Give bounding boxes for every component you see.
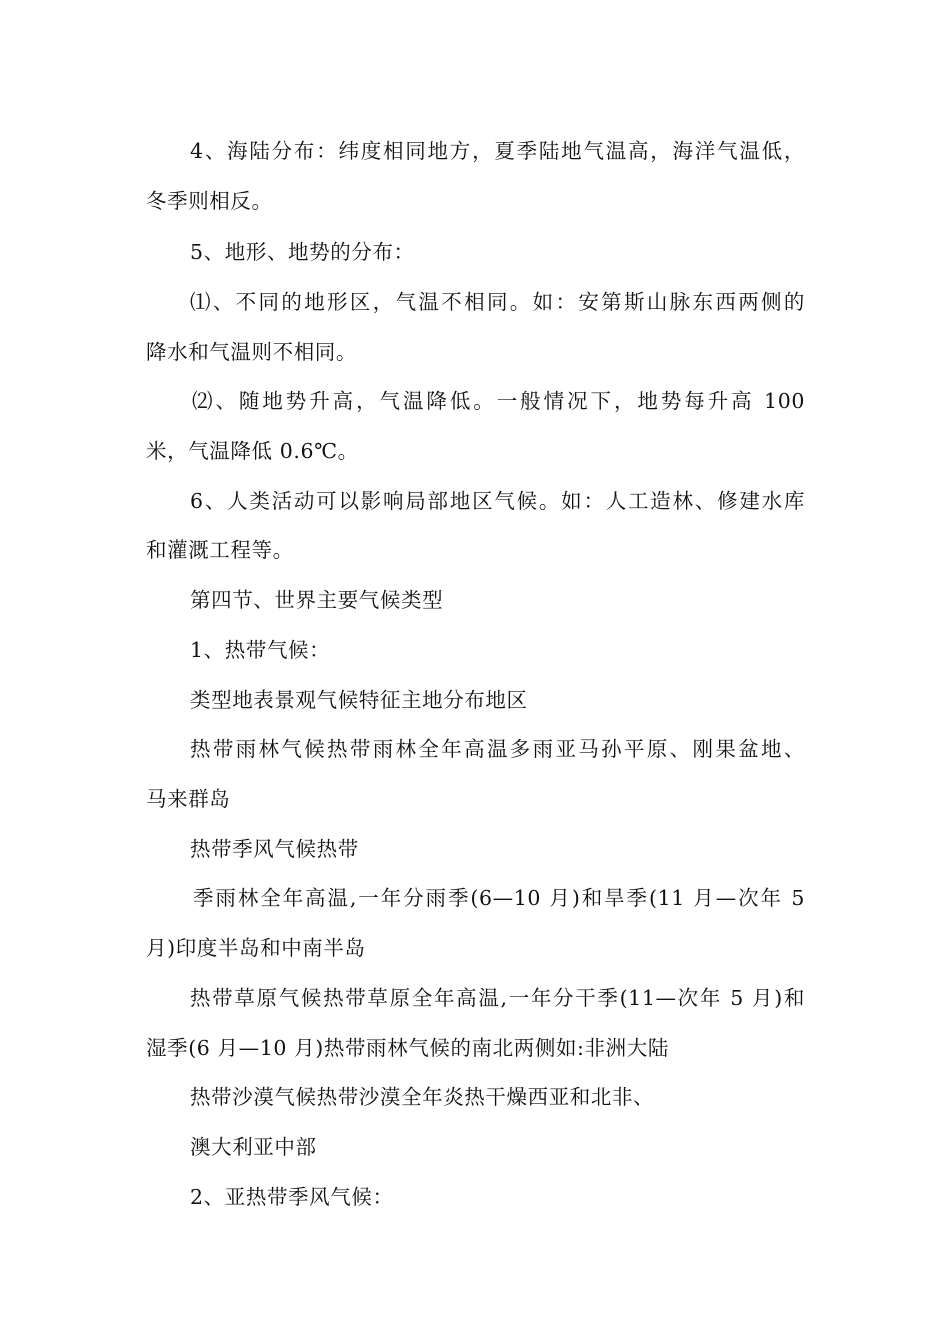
text-line-12: 类型地表景观气候特征主地分布地区 [190, 688, 528, 712]
text-line-8: 6、人类活动可以影响局部地区气候。如：人工造林、修建水库 [190, 489, 805, 513]
text-line-2: 冬季则相反。 [146, 189, 273, 213]
text-line-19: 湿季(6 月—10 月)热带雨林气候的南北两侧如:非洲大陆 [146, 1036, 669, 1060]
text-line-7: 米，气温降低 0.6℃。 [146, 439, 359, 463]
text-line-21: 澳大利亚中部 [190, 1135, 317, 1159]
text-line-14: 马来群岛 [146, 787, 231, 811]
text-line-11: 1、热带气候： [190, 638, 331, 662]
section-heading: 第四节、世界主要气候类型 [190, 588, 444, 612]
text-line-6: ⑵、随地势升高，气温降低。一般情况下，地势每升高 100 [192, 389, 805, 413]
text-line-1: 4、海陆分布：纬度相同地方，夏季陆地气温高，海洋气温低， [190, 139, 805, 163]
text-line-4: ⑴、不同的地形区，气温不相同。如：安第斯山脉东西两侧的 [190, 290, 805, 314]
text-line-16: 季雨林全年高温,一年分雨季(6—10 月)和旱季(11 月—次年 5 [193, 886, 805, 910]
text-line-9: 和灌溉工程等。 [146, 538, 294, 562]
text-line-5: 降水和气温则不相同。 [146, 340, 357, 364]
text-line-3: 5、地形、地势的分布： [190, 240, 415, 264]
text-line-20: 热带沙漠气候热带沙漠全年炎热干燥西亚和北非、 [190, 1085, 655, 1109]
text-line-22: 2、亚热带季风气候： [190, 1185, 394, 1209]
text-line-13: 热带雨林气候热带雨林全年高温多雨亚马孙平原、刚果盆地、 [190, 737, 805, 761]
text-line-18: 热带草原气候热带草原全年高温,一年分干季(11—次年 5 月)和 [190, 986, 805, 1010]
text-line-15: 热带季风气候热带 [190, 837, 359, 861]
text-line-17: 月)印度半岛和中南半岛 [146, 936, 366, 960]
